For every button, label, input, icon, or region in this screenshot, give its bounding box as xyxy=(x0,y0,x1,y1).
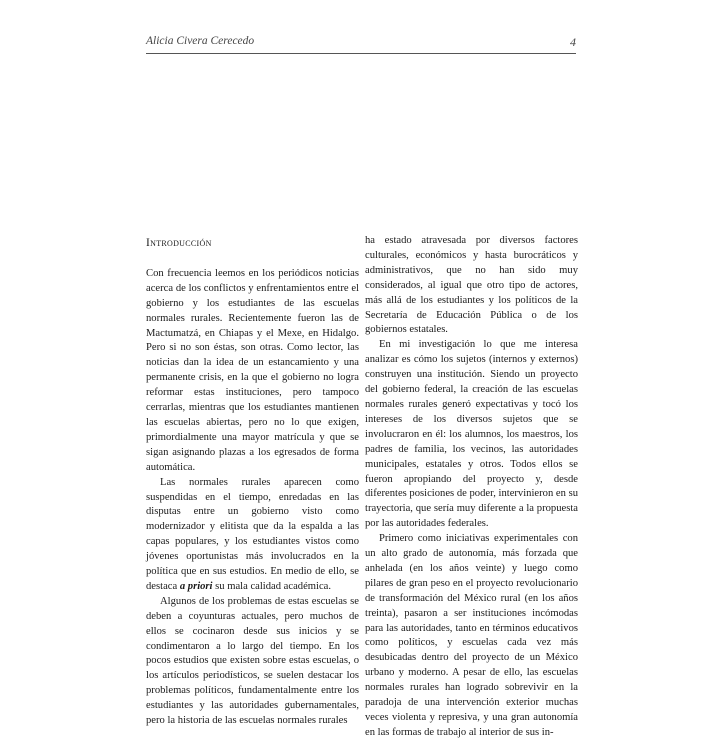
running-header xyxy=(146,33,576,54)
page-number: 4 xyxy=(570,35,576,49)
paragraph-left-1: Con frecuencia leemos en los periódicos noticias acerca de los conflictos y enfrentamientos entre el gobierno y los estudiantes de las escuelas normales rurales. Recientemente fueron las de Mactumatzá, en Chiapas y el Mexe, en Hidalgo. Pero si no son éstas, son otras. Como lector, las noticias dan la idea de un estancamiento y una permanente crisis, en la que el gobierno no logra reformar estas instituciones, pero tampoco cerrarlas, mientras que los estudiantes mantienen las escuelas abiertas, pero no lo que exigen, primordialmente una mayor matrícula y que se sigan asignando plazas a los egresados de forma automática. xyxy=(146,267,359,473)
paragraph-right-3: Primero como iniciativas experimentales con un alto grado de autonomía, más forzada que anhelada (en los años veinte) y luego como pilares de gran peso en el proyecto revolucionario de transformación del México rural (en los años treinta), pasaron a ser instituciones incómodas para las autoridades, tanto en términos educativos como políticos, y escuelas cada vez más desubicadas dentro del proyecto de un México urbano y moderno. A pesar de ello, las escuelas normales rurales han logrado sobrevivir en la paradoja de una intervención exterior muchas veces violenta y represiva, y una gran autonomía en las formas de trabajo al interior de sus in- xyxy=(365,533,578,738)
section-heading: Introducción xyxy=(146,237,212,249)
right-column xyxy=(365,234,578,741)
paragraph-right-2: En mi investigación lo que me interesa analizar es cómo los sujetos (internos y externos) construyen una institución. Siendo un proyecto del gobierno federal, la creación de las escuelas normales rurales generó expectativas y tocó los intereses de los diversos sujetos que se involucraron en él: los alumnos, los maestros, los padres de familia, los vecinos, las autoridades municipales, estatales y otros. Todos ellos se fueron apropiando del proyecto y, desde diferentes posiciones de poder, intervinieron en su trayectoria, que sería muy diferente a la propuesta por las autoridades federales. xyxy=(365,339,578,530)
paragraph-left-2-text-b: su mala calidad académica. xyxy=(212,580,332,592)
paragraph-right-1: ha estado atravesada por diversos factores culturales, económicos y hasta burocráticos y administrativos, que no han sido muy considerados, al igual que otro tipo de actores, más allá de los estudiantes y los políticos de la Secretaría de Educación Pública o de los gobiernos estatales. xyxy=(365,235,578,336)
paragraph-left-2 xyxy=(146,476,359,595)
left-column xyxy=(146,234,359,729)
paragraph-left-2-text-a: Las normales rurales aparecen como suspendidas en el tiempo, enredadas en las disputas entre un gobierno visto como modernizador y elitista que da la espalda a las capas populares, y los estudiantes vistos como jóvenes oportunistas más involucrados en la política que en sus estudios. En medio de ello, se destaca xyxy=(146,476,359,592)
emphasis-a-priori: a priori xyxy=(179,580,213,592)
paragraph-left-3: Algunos de los problemas de estas escuelas se deben a coyunturas actuales, pero muchos de ellos se cocinaron desde sus inicios y se condimentaron a lo largo del tiempo. En los pocos estudios que existen sobre estas escuelas, o los artículos periodísticos, se suelen destacar los problemas políticos, fundamentalmente entre los estudiantes y las autoridades gubernamentales, pero la historia de las escuelas normales rurales xyxy=(146,595,359,727)
header-author: Alicia Civera Cerecedo xyxy=(146,35,255,47)
